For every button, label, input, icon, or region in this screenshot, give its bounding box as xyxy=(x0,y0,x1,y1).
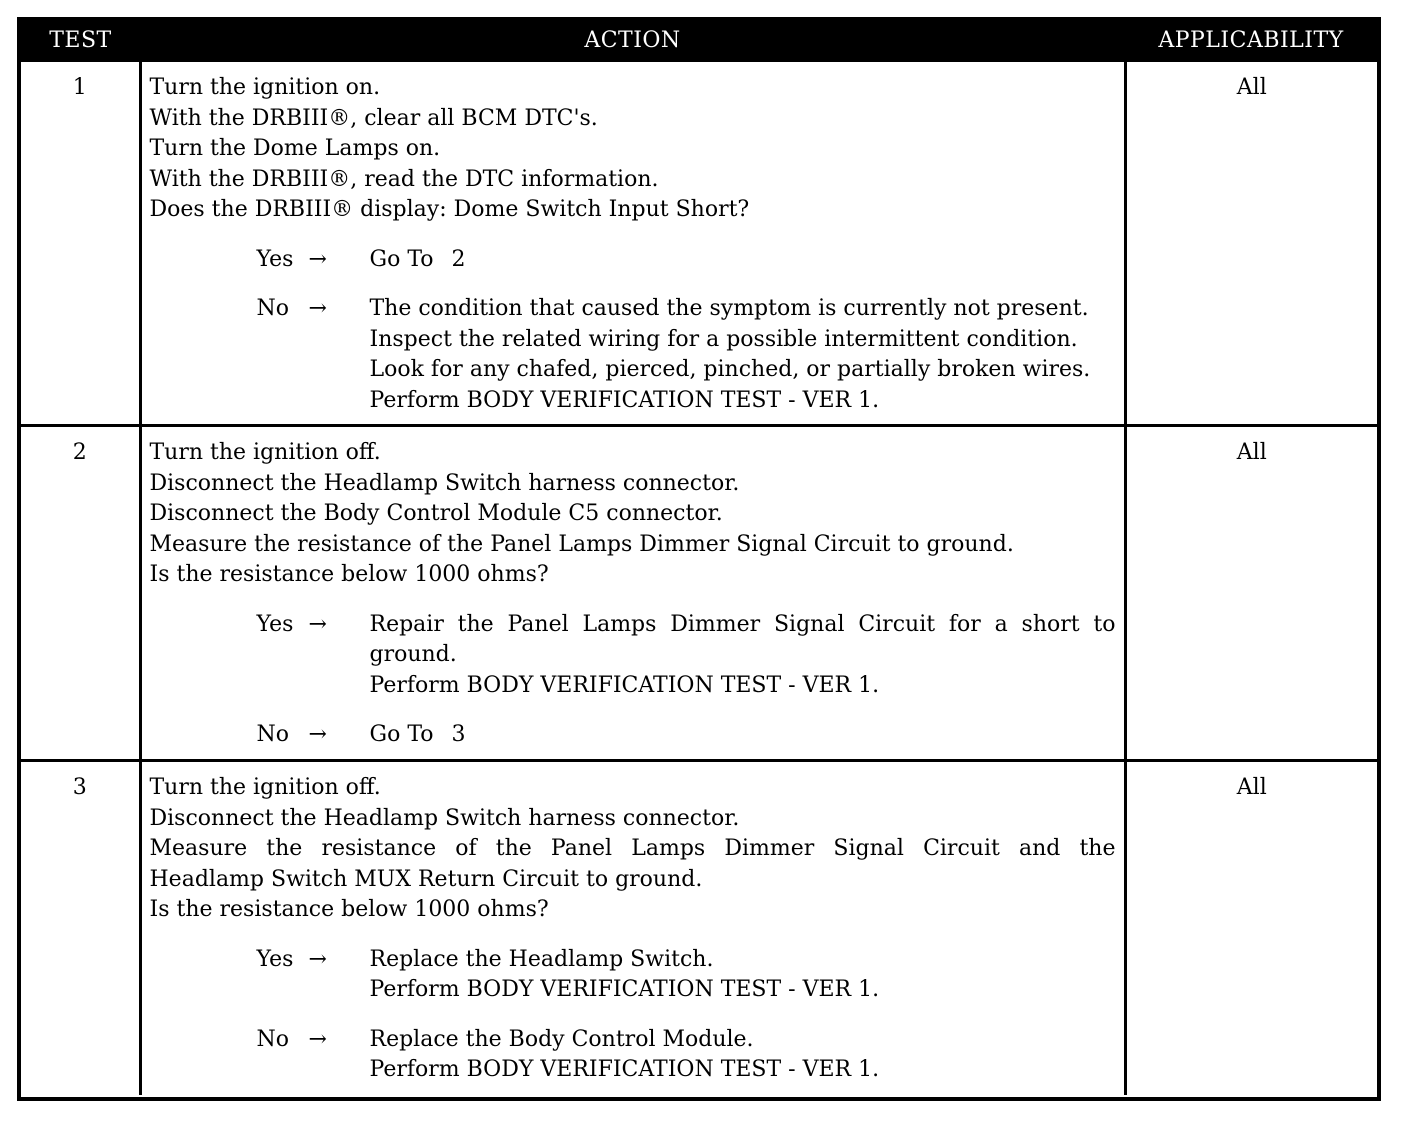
arrow-icon: → xyxy=(308,246,327,272)
response-text: Perform BODY VERIFICATION TEST - VER 1. xyxy=(369,1057,880,1082)
goto-number: 2 xyxy=(451,246,466,272)
goto-text: Go To xyxy=(369,722,434,747)
step-text: Turn the ignition off. xyxy=(149,440,381,465)
diagnostic-test-table-frame xyxy=(17,17,1381,1101)
no-label: No xyxy=(256,722,289,747)
yes-response xyxy=(150,245,1116,276)
arrow-icon: → xyxy=(308,722,327,747)
step-text: Is the resistance below 1000 ohms? xyxy=(149,562,549,587)
step-text: Disconnect the Body Control Module C5 connector. xyxy=(149,501,723,526)
response-text: Perform BODY VERIFICATION TEST - VER 1. xyxy=(369,672,880,698)
no-label: No xyxy=(256,296,289,321)
table-row xyxy=(21,61,1377,426)
response-text: Repair the Panel Lamps Dimmer Signal Circuit for a short to xyxy=(369,611,1116,637)
no-response xyxy=(150,1025,1116,1086)
step-text: Measure the resistance of the Panel Lamps Dimmer Signal Circuit and the xyxy=(149,836,1116,861)
arrow-icon: → xyxy=(308,1026,327,1052)
goto-number: 3 xyxy=(451,722,466,747)
step-text: Headlamp Switch MUX Return Circuit to ground. xyxy=(149,866,703,892)
test-number: 3 xyxy=(21,761,140,1095)
table-row xyxy=(21,761,1377,1095)
step-text: With the DRBIII®, read the DTC information. xyxy=(149,166,659,192)
no-response xyxy=(150,294,1116,416)
no-response xyxy=(150,720,1116,751)
action-cell xyxy=(140,761,1125,1095)
header-action: ACTION xyxy=(140,21,1125,61)
arrow-icon: → xyxy=(308,296,327,321)
response-text: Replace the Body Control Module. xyxy=(369,1026,754,1052)
yes-response xyxy=(150,945,1116,1006)
yes-label: Yes xyxy=(256,611,294,637)
table-header xyxy=(21,21,1377,61)
response-text: Perform BODY VERIFICATION TEST - VER 1. xyxy=(369,387,880,413)
header-test: TEST xyxy=(21,21,140,61)
step-text: Measure the resistance of the Panel Lamps Dimmer Signal Circuit to ground. xyxy=(149,531,1014,557)
no-label: No xyxy=(256,1026,289,1052)
arrow-icon: → xyxy=(308,611,327,637)
step-text: Is the resistance below 1000 ohms? xyxy=(149,897,549,922)
response-text: The condition that caused the symptom is currently not present. xyxy=(369,296,1089,321)
yes-label: Yes xyxy=(256,946,294,972)
step-text: Disconnect the Headlamp Switch harness connector. xyxy=(149,470,740,496)
response-text: ground. xyxy=(369,642,457,667)
test-number: 1 xyxy=(21,61,140,426)
step-text: Turn the ignition on. xyxy=(149,75,381,100)
response-text: Look for any chafed, pierced, pinched, or partially broken wires. xyxy=(369,357,1091,382)
step-text: Turn the Dome Lamps on. xyxy=(149,136,441,161)
step-text: Turn the ignition off. xyxy=(149,775,381,800)
table-row xyxy=(21,426,1377,761)
response-text: Replace the Headlamp Switch. xyxy=(369,946,714,972)
step-text: Does the DRBIII® display: Dome Switch Input Short? xyxy=(149,197,750,222)
yes-label: Yes xyxy=(256,246,294,272)
step-text: Disconnect the Headlamp Switch harness connector. xyxy=(149,805,740,831)
goto-text: Go To xyxy=(369,246,434,272)
arrow-icon: → xyxy=(308,946,327,972)
action-cell xyxy=(140,426,1125,761)
step-text: With the DRBIII®, clear all BCM DTC's. xyxy=(149,105,598,131)
applicability-value: All xyxy=(1125,426,1377,761)
applicability-value: All xyxy=(1125,761,1377,1095)
action-cell xyxy=(140,61,1125,426)
header-applicability: APPLICABILITY xyxy=(1125,21,1377,61)
applicability-value: All xyxy=(1125,61,1377,426)
test-number: 2 xyxy=(21,426,140,761)
response-text: Perform BODY VERIFICATION TEST - VER 1. xyxy=(369,977,880,1002)
response-text: Inspect the related wiring for a possible intermittent condition. xyxy=(369,326,1078,352)
diagnostic-test-table xyxy=(21,21,1377,1095)
yes-response xyxy=(150,610,1116,702)
